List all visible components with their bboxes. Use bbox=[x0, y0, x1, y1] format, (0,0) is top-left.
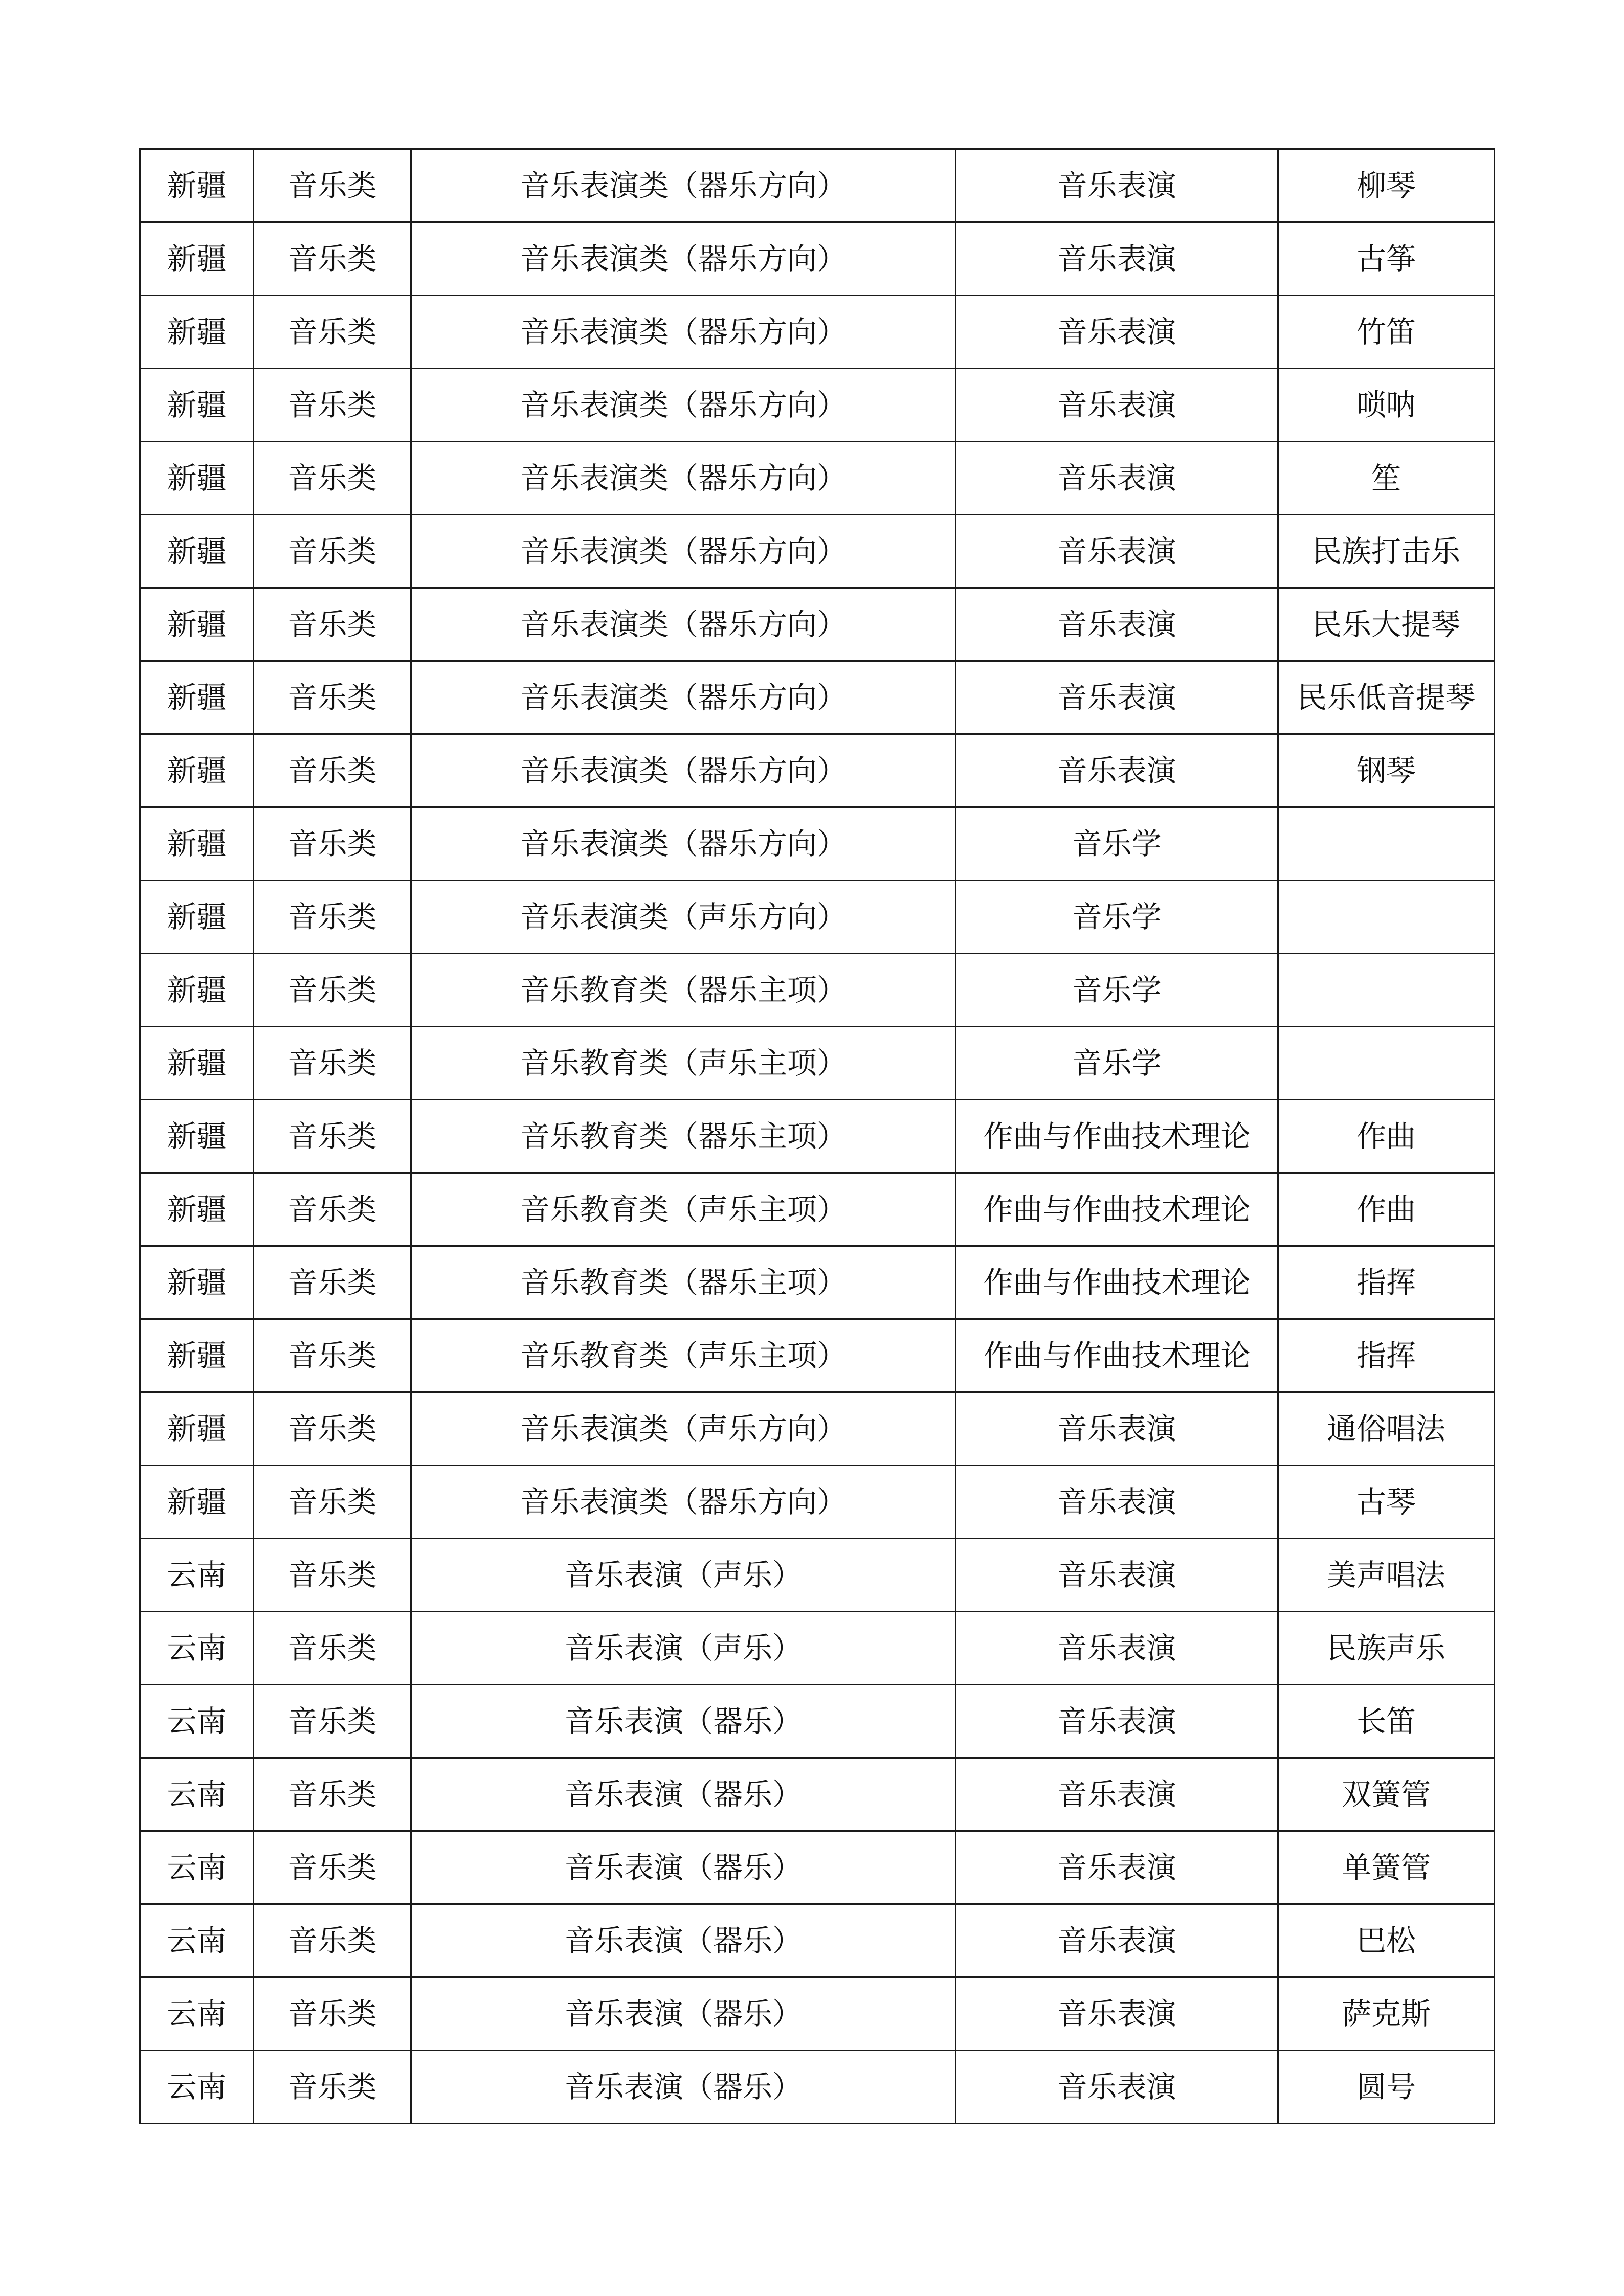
table-row bbox=[140, 296, 1495, 369]
major-cell: 音乐表演 bbox=[956, 1758, 1278, 1831]
province-cell: 新疆 bbox=[140, 1246, 254, 1319]
major-cell: 音乐表演 bbox=[956, 442, 1278, 515]
province-cell: 新疆 bbox=[140, 588, 254, 661]
major-cell: 音乐表演 bbox=[956, 1612, 1278, 1685]
major-cell: 音乐表演 bbox=[956, 661, 1278, 734]
major-cell: 音乐学 bbox=[956, 807, 1278, 881]
table-row bbox=[140, 588, 1495, 661]
direction-cell: 双簧管 bbox=[1278, 1758, 1495, 1831]
direction-cell: 指挥 bbox=[1278, 1319, 1495, 1392]
category-cell: 音乐类 bbox=[254, 1758, 411, 1831]
category-cell: 音乐类 bbox=[254, 369, 411, 442]
direction-cell: 民族打击乐 bbox=[1278, 515, 1495, 588]
province-cell: 云南 bbox=[140, 1685, 254, 1758]
major-cell: 音乐表演 bbox=[956, 1904, 1278, 1977]
category-cell: 音乐类 bbox=[254, 661, 411, 734]
table-row bbox=[140, 1100, 1495, 1173]
direction-cell bbox=[1278, 1027, 1495, 1100]
direction-cell: 钢琴 bbox=[1278, 734, 1495, 807]
province-cell: 新疆 bbox=[140, 1100, 254, 1173]
category-cell: 音乐类 bbox=[254, 1319, 411, 1392]
category-cell: 音乐类 bbox=[254, 734, 411, 807]
category-cell: 音乐类 bbox=[254, 1904, 411, 1977]
exam-type-cell: 音乐表演（声乐） bbox=[411, 1612, 956, 1685]
exam-type-cell: 音乐表演类（器乐方向） bbox=[411, 588, 956, 661]
category-cell: 音乐类 bbox=[254, 1027, 411, 1100]
exam-type-cell: 音乐教育类（器乐主项） bbox=[411, 954, 956, 1027]
table-row bbox=[140, 954, 1495, 1027]
exam-type-cell: 音乐表演类（器乐方向） bbox=[411, 515, 956, 588]
category-cell: 音乐类 bbox=[254, 1466, 411, 1539]
exam-type-cell: 音乐表演类（器乐方向） bbox=[411, 296, 956, 369]
table-row bbox=[140, 2051, 1495, 2124]
direction-cell: 圆号 bbox=[1278, 2051, 1495, 2124]
direction-cell: 美声唱法 bbox=[1278, 1539, 1495, 1612]
exam-type-cell: 音乐表演类（器乐方向） bbox=[411, 807, 956, 881]
major-table bbox=[139, 148, 1495, 2124]
direction-cell bbox=[1278, 954, 1495, 1027]
category-cell: 音乐类 bbox=[254, 1977, 411, 2051]
table-row bbox=[140, 369, 1495, 442]
province-cell: 云南 bbox=[140, 1539, 254, 1612]
category-cell: 音乐类 bbox=[254, 515, 411, 588]
exam-type-cell: 音乐表演类（器乐方向） bbox=[411, 442, 956, 515]
major-cell: 作曲与作曲技术理论 bbox=[956, 1246, 1278, 1319]
table-row bbox=[140, 1319, 1495, 1392]
direction-cell: 长笛 bbox=[1278, 1685, 1495, 1758]
category-cell: 音乐类 bbox=[254, 1246, 411, 1319]
province-cell: 云南 bbox=[140, 1977, 254, 2051]
direction-cell: 单簧管 bbox=[1278, 1831, 1495, 1904]
table-row bbox=[140, 1831, 1495, 1904]
direction-cell: 古琴 bbox=[1278, 1466, 1495, 1539]
exam-type-cell: 音乐表演（器乐） bbox=[411, 1977, 956, 2051]
category-cell: 音乐类 bbox=[254, 1392, 411, 1466]
category-cell: 音乐类 bbox=[254, 1685, 411, 1758]
exam-type-cell: 音乐表演类（声乐方向） bbox=[411, 881, 956, 954]
table-row bbox=[140, 1977, 1495, 2051]
category-cell: 音乐类 bbox=[254, 954, 411, 1027]
major-cell: 音乐表演 bbox=[956, 1539, 1278, 1612]
major-cell: 音乐学 bbox=[956, 1027, 1278, 1100]
table-row bbox=[140, 1612, 1495, 1685]
exam-type-cell: 音乐教育类（器乐主项） bbox=[411, 1100, 956, 1173]
major-cell: 作曲与作曲技术理论 bbox=[956, 1319, 1278, 1392]
category-cell: 音乐类 bbox=[254, 149, 411, 222]
table-row bbox=[140, 515, 1495, 588]
direction-cell bbox=[1278, 881, 1495, 954]
table-row bbox=[140, 1173, 1495, 1246]
table-row bbox=[140, 1685, 1495, 1758]
direction-cell: 竹笛 bbox=[1278, 296, 1495, 369]
major-cell: 音乐表演 bbox=[956, 222, 1278, 296]
direction-cell: 通俗唱法 bbox=[1278, 1392, 1495, 1466]
exam-type-cell: 音乐教育类（声乐主项） bbox=[411, 1027, 956, 1100]
major-cell: 音乐表演 bbox=[956, 588, 1278, 661]
major-cell: 音乐表演 bbox=[956, 369, 1278, 442]
direction-cell: 萨克斯 bbox=[1278, 1977, 1495, 2051]
table-body bbox=[140, 149, 1495, 2124]
major-cell: 音乐表演 bbox=[956, 1685, 1278, 1758]
direction-cell: 笙 bbox=[1278, 442, 1495, 515]
table-row bbox=[140, 1758, 1495, 1831]
exam-type-cell: 音乐表演（器乐） bbox=[411, 1758, 956, 1831]
exam-type-cell: 音乐表演类（声乐方向） bbox=[411, 1392, 956, 1466]
exam-type-cell: 音乐表演类（器乐方向） bbox=[411, 661, 956, 734]
province-cell: 云南 bbox=[140, 1831, 254, 1904]
exam-type-cell: 音乐表演类（器乐方向） bbox=[411, 369, 956, 442]
exam-type-cell: 音乐表演类（器乐方向） bbox=[411, 1466, 956, 1539]
province-cell: 新疆 bbox=[140, 881, 254, 954]
major-cell: 音乐学 bbox=[956, 954, 1278, 1027]
major-cell: 音乐表演 bbox=[956, 1392, 1278, 1466]
table-row bbox=[140, 1246, 1495, 1319]
province-cell: 新疆 bbox=[140, 515, 254, 588]
major-cell: 音乐表演 bbox=[956, 734, 1278, 807]
province-cell: 新疆 bbox=[140, 149, 254, 222]
direction-cell: 民乐低音提琴 bbox=[1278, 661, 1495, 734]
table-row bbox=[140, 881, 1495, 954]
table-row bbox=[140, 734, 1495, 807]
province-cell: 新疆 bbox=[140, 734, 254, 807]
direction-cell: 巴松 bbox=[1278, 1904, 1495, 1977]
table-row bbox=[140, 442, 1495, 515]
exam-type-cell: 音乐表演（器乐） bbox=[411, 1904, 956, 1977]
major-cell: 音乐表演 bbox=[956, 515, 1278, 588]
major-cell: 音乐表演 bbox=[956, 149, 1278, 222]
exam-type-cell: 音乐表演（声乐） bbox=[411, 1539, 956, 1612]
table-row bbox=[140, 1539, 1495, 1612]
major-cell: 音乐表演 bbox=[956, 1977, 1278, 2051]
direction-cell: 作曲 bbox=[1278, 1100, 1495, 1173]
category-cell: 音乐类 bbox=[254, 1612, 411, 1685]
exam-type-cell: 音乐教育类（声乐主项） bbox=[411, 1319, 956, 1392]
province-cell: 新疆 bbox=[140, 1027, 254, 1100]
province-cell: 云南 bbox=[140, 1904, 254, 1977]
category-cell: 音乐类 bbox=[254, 1100, 411, 1173]
table-row bbox=[140, 1027, 1495, 1100]
table-row bbox=[140, 1904, 1495, 1977]
province-cell: 新疆 bbox=[140, 296, 254, 369]
direction-cell: 作曲 bbox=[1278, 1173, 1495, 1246]
province-cell: 云南 bbox=[140, 2051, 254, 2124]
exam-type-cell: 音乐表演类（器乐方向） bbox=[411, 149, 956, 222]
province-cell: 云南 bbox=[140, 1758, 254, 1831]
exam-type-cell: 音乐表演（器乐） bbox=[411, 2051, 956, 2124]
major-cell: 作曲与作曲技术理论 bbox=[956, 1100, 1278, 1173]
category-cell: 音乐类 bbox=[254, 881, 411, 954]
province-cell: 新疆 bbox=[140, 954, 254, 1027]
province-cell: 新疆 bbox=[140, 369, 254, 442]
category-cell: 音乐类 bbox=[254, 588, 411, 661]
category-cell: 音乐类 bbox=[254, 2051, 411, 2124]
direction-cell: 古筝 bbox=[1278, 222, 1495, 296]
direction-cell bbox=[1278, 807, 1495, 881]
direction-cell: 柳琴 bbox=[1278, 149, 1495, 222]
exam-type-cell: 音乐表演类（器乐方向） bbox=[411, 222, 956, 296]
table-row bbox=[140, 807, 1495, 881]
major-cell: 音乐表演 bbox=[956, 1831, 1278, 1904]
province-cell: 新疆 bbox=[140, 807, 254, 881]
province-cell: 云南 bbox=[140, 1612, 254, 1685]
category-cell: 音乐类 bbox=[254, 1173, 411, 1246]
province-cell: 新疆 bbox=[140, 1466, 254, 1539]
category-cell: 音乐类 bbox=[254, 296, 411, 369]
table-row bbox=[140, 222, 1495, 296]
category-cell: 音乐类 bbox=[254, 807, 411, 881]
major-cell: 音乐学 bbox=[956, 881, 1278, 954]
province-cell: 新疆 bbox=[140, 1392, 254, 1466]
exam-type-cell: 音乐表演（器乐） bbox=[411, 1685, 956, 1758]
direction-cell: 民乐大提琴 bbox=[1278, 588, 1495, 661]
category-cell: 音乐类 bbox=[254, 442, 411, 515]
exam-type-cell: 音乐表演类（器乐方向） bbox=[411, 734, 956, 807]
category-cell: 音乐类 bbox=[254, 1539, 411, 1612]
major-cell: 音乐表演 bbox=[956, 1466, 1278, 1539]
table-row bbox=[140, 661, 1495, 734]
major-cell: 音乐表演 bbox=[956, 296, 1278, 369]
province-cell: 新疆 bbox=[140, 442, 254, 515]
table-row bbox=[140, 1466, 1495, 1539]
category-cell: 音乐类 bbox=[254, 222, 411, 296]
exam-type-cell: 音乐表演（器乐） bbox=[411, 1831, 956, 1904]
province-cell: 新疆 bbox=[140, 661, 254, 734]
exam-type-cell: 音乐教育类（声乐主项） bbox=[411, 1173, 956, 1246]
table-row bbox=[140, 1392, 1495, 1466]
major-cell: 音乐表演 bbox=[956, 2051, 1278, 2124]
exam-type-cell: 音乐教育类（器乐主项） bbox=[411, 1246, 956, 1319]
table-row bbox=[140, 149, 1495, 222]
direction-cell: 民族声乐 bbox=[1278, 1612, 1495, 1685]
direction-cell: 唢呐 bbox=[1278, 369, 1495, 442]
category-cell: 音乐类 bbox=[254, 1831, 411, 1904]
province-cell: 新疆 bbox=[140, 1173, 254, 1246]
province-cell: 新疆 bbox=[140, 222, 254, 296]
major-cell: 作曲与作曲技术理论 bbox=[956, 1173, 1278, 1246]
direction-cell: 指挥 bbox=[1278, 1246, 1495, 1319]
province-cell: 新疆 bbox=[140, 1319, 254, 1392]
